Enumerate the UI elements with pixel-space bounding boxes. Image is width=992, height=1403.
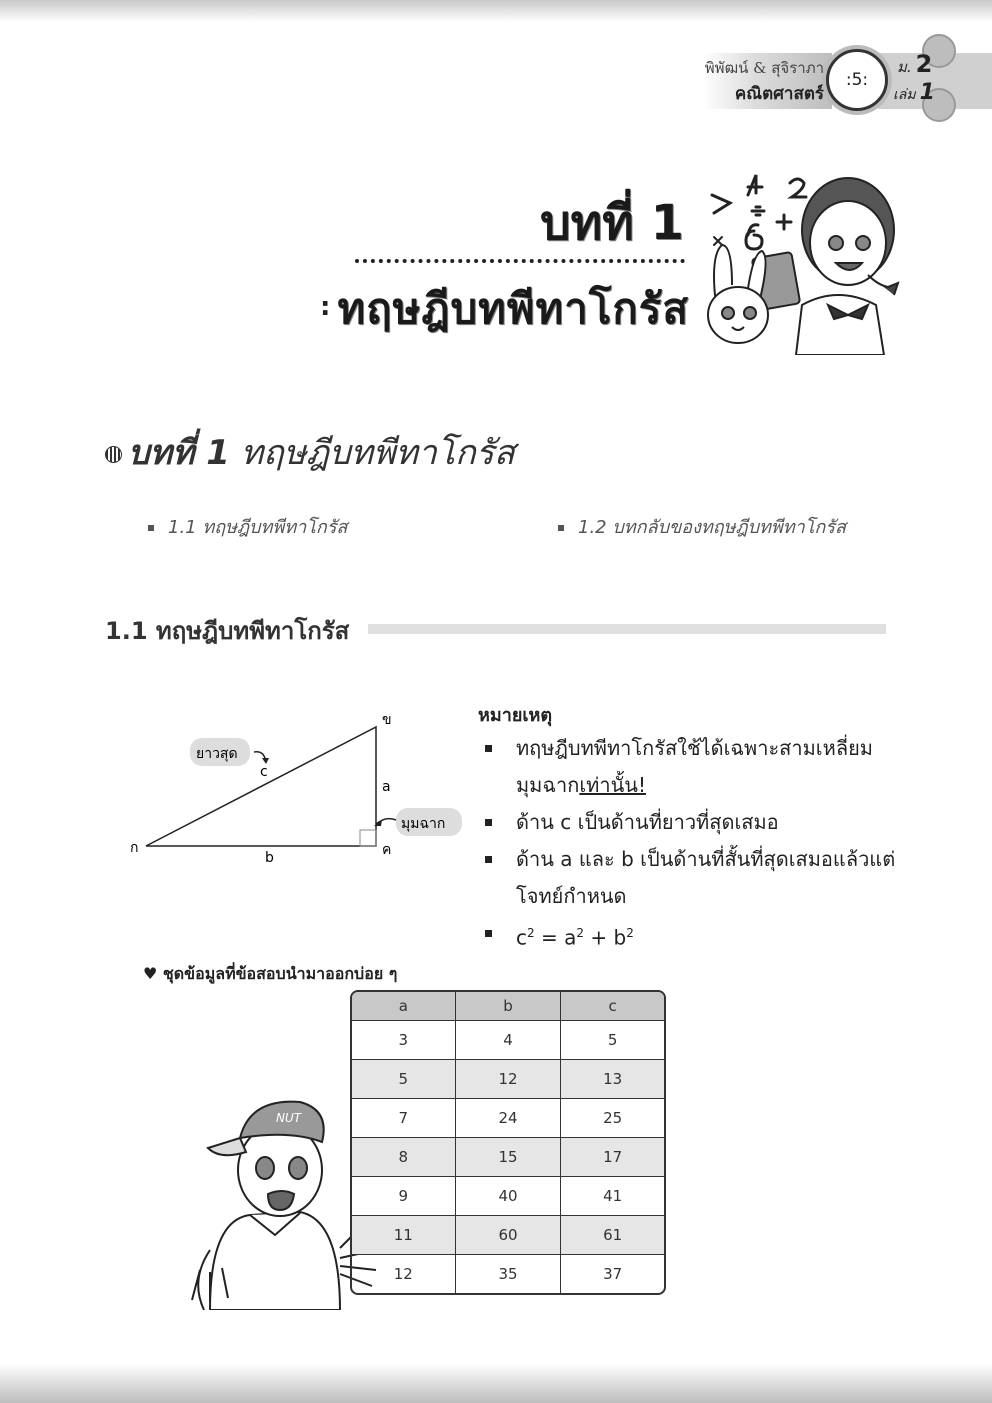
cell-b: 12 xyxy=(455,1060,561,1099)
chapter-label: บทที่ 1 xyxy=(540,195,684,251)
table-row xyxy=(352,1138,664,1177)
table-caption: ♥ ชุดข้อมูลที่ข้อสอบนำมาออกบ่อย ๆ xyxy=(143,964,398,983)
side-c-label: c xyxy=(260,764,268,780)
page-shadow-top xyxy=(0,0,992,22)
cell-a: 3 xyxy=(352,1021,455,1060)
cell-a: 9 xyxy=(352,1177,455,1216)
cell-a: 7 xyxy=(352,1099,455,1138)
column-header-b: b xyxy=(455,992,561,1021)
pythagorean-triples-table xyxy=(350,990,666,1295)
cell-c: 13 xyxy=(561,1060,664,1099)
side-b-label: b xyxy=(265,850,274,866)
dotted-divider xyxy=(355,259,685,263)
cell-a: 11 xyxy=(352,1216,455,1255)
note-item: ด้าน c เป็นด้านที่ยาวที่สุดเสมอ xyxy=(480,804,900,841)
page-shadow-bottom xyxy=(0,1363,992,1403)
cell-c: 61 xyxy=(561,1216,664,1255)
side-a-label: a xyxy=(382,779,391,795)
section-title: 1.1 ทฤษฎีบทพีทาโกรัส xyxy=(105,617,350,645)
table-row xyxy=(352,1099,664,1138)
cell-c: 41 xyxy=(561,1177,664,1216)
vertex-b-label: ข xyxy=(382,712,392,728)
table-row xyxy=(352,1216,664,1255)
cell-b: 40 xyxy=(455,1177,561,1216)
girl-rabbit-illustration xyxy=(698,165,908,355)
toc-item-1-2[interactable]: 1.2 บทกลับของทฤษฎีบทพีทาโกรัส xyxy=(558,512,846,541)
cell-b: 24 xyxy=(455,1099,561,1138)
volume-label: เล่ม 1 xyxy=(893,80,935,105)
striped-bullet-icon xyxy=(105,446,122,463)
triangle-shape xyxy=(146,727,376,846)
volume-value: 1 xyxy=(919,80,935,105)
table-row xyxy=(352,1255,664,1294)
header-banner xyxy=(690,48,992,118)
emphasis-text: เท่านั้น! xyxy=(579,773,646,797)
toc-item-1-1[interactable]: 1.1 ทฤษฎีบทพีทาโกรัส xyxy=(148,512,347,541)
cell-a: 12 xyxy=(352,1255,455,1294)
toc-heading: บทที่ 1 ทฤษฎีบทพีทาโกรัส xyxy=(105,425,515,479)
cell-a: 5 xyxy=(352,1060,455,1099)
table-row xyxy=(352,1060,664,1099)
note-item: ทฤษฎีบทพีทาโกรัสใช้ได้เฉพาะสามเหลี่ยมมุมฉากเท่านั้น! xyxy=(480,730,900,804)
note-formula: $c^2 = a^2 + b^2$ xyxy=(480,915,900,957)
grade-label: ม. 2 xyxy=(897,50,933,78)
notes-title: หมายเหตุ xyxy=(478,705,553,726)
callout-longest: ยาวสุด xyxy=(196,746,238,762)
square-bullet-icon xyxy=(148,525,154,531)
chapter-colon: : xyxy=(320,292,331,322)
square-bullet-icon xyxy=(558,525,564,531)
cell-c: 17 xyxy=(561,1138,664,1177)
table-row xyxy=(352,1021,664,1060)
right-triangle-diagram xyxy=(120,700,480,870)
section-rule xyxy=(368,624,886,634)
vertex-a-label: ก xyxy=(130,840,139,856)
table-row xyxy=(352,1177,664,1216)
cell-b: 60 xyxy=(455,1216,561,1255)
cell-c: 37 xyxy=(561,1255,664,1294)
vertex-c-label: ค xyxy=(382,842,392,858)
cell-b: 4 xyxy=(455,1021,561,1060)
callout-right-angle: มุมฉาก xyxy=(401,816,446,832)
grade-value: 2 xyxy=(915,50,933,78)
cell-c: 25 xyxy=(561,1099,664,1138)
authors-label: พิพัฒน์ & สุจิราภา xyxy=(704,59,824,77)
cell-a: 8 xyxy=(352,1138,455,1177)
cell-c: 5 xyxy=(561,1021,664,1060)
page-number: :5: xyxy=(826,49,888,111)
column-header-c: c xyxy=(561,992,664,1021)
right-angle-marker xyxy=(360,830,376,846)
notes-list xyxy=(480,730,900,957)
column-header-a: a xyxy=(352,992,455,1021)
subject-label: คณิตศาสตร์ xyxy=(734,84,824,104)
cell-b: 35 xyxy=(455,1255,561,1294)
chapter-title: ทฤษฎีบทพีทาโกรัส xyxy=(337,284,689,333)
note-item: ด้าน a และ b เป็นด้านที่สั้นที่สุดเสมอแล้วแต่โจทย์กำหนด xyxy=(480,841,900,915)
cell-b: 15 xyxy=(455,1138,561,1177)
cap-text: NUT xyxy=(276,1111,302,1125)
